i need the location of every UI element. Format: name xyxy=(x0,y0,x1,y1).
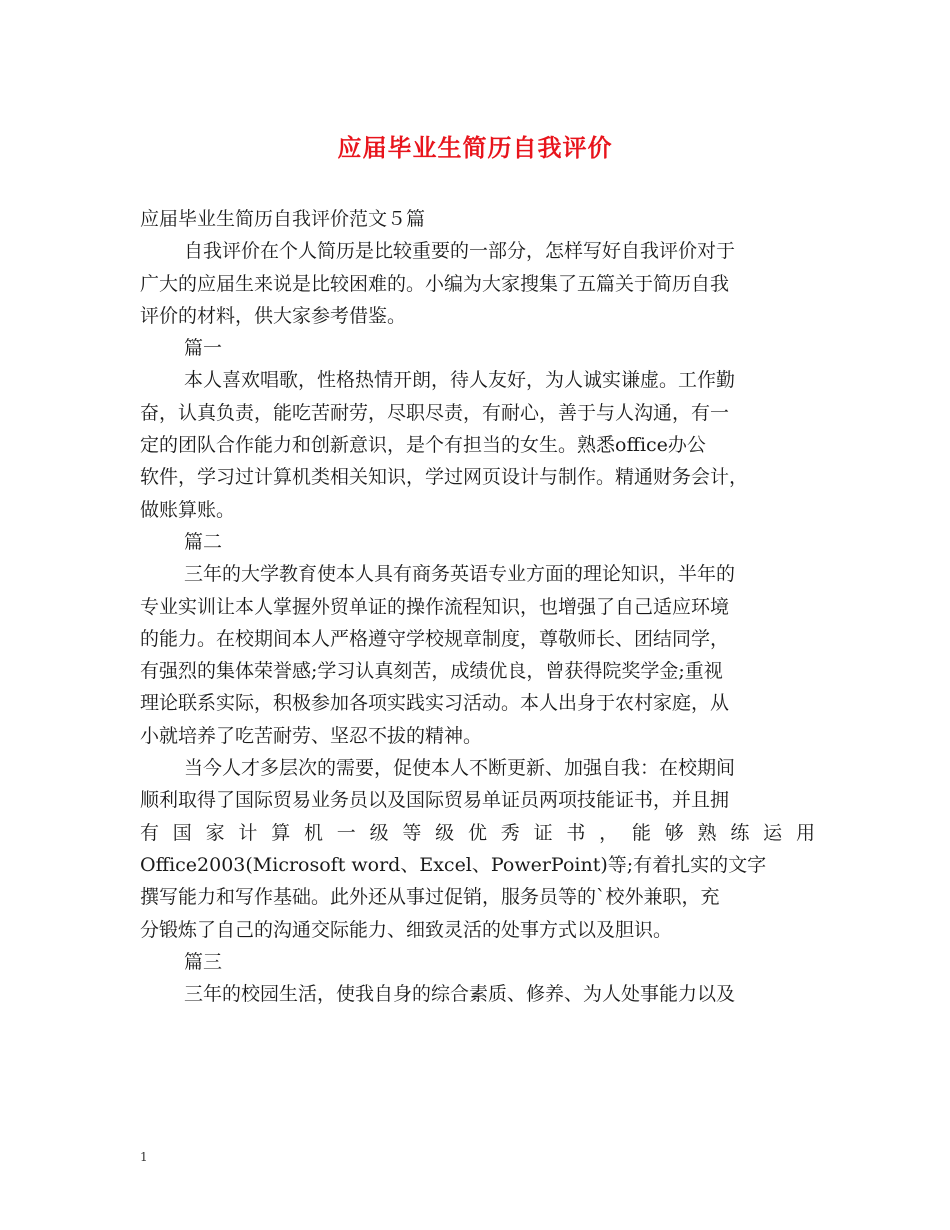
section-heading-2: 篇二 xyxy=(184,530,223,553)
spread-char: 够 xyxy=(664,821,684,844)
section2-paragraph2-line: Office2003(Microsoft word、Excel、PowerPoint)等;有着扎实的文字 xyxy=(140,853,767,876)
section1-line: 本人喜欢唱歌，性格热情开朗，待人友好，为人诚实谦虚。工作勤 xyxy=(184,369,736,392)
spread-char: 家 xyxy=(205,821,225,844)
spread-char: 证 xyxy=(533,821,553,844)
intro-line: 评价的材料，供大家参考借鉴。 xyxy=(140,304,407,327)
document-body xyxy=(140,203,815,1010)
spread-char: 熟 xyxy=(697,821,717,844)
document-title: 应届毕业生简历自我评价 xyxy=(337,133,613,162)
spread-char: 优 xyxy=(467,821,487,844)
spread-char: 算 xyxy=(271,821,291,844)
section2-line: 小就培养了吃苦耐劳、坚忍不拔的精神。 xyxy=(140,724,483,747)
section1-line: 定的团队合作能力和创新意识，是个有担当的女生。熟悉office办公 xyxy=(140,434,706,457)
section2-paragraph2-line: 顺利取得了国际贸易业务员以及国际贸易单证员两项技能证书，并且拥 xyxy=(140,789,730,812)
section2-line: 有强烈的集体荣誉感;学习认真刻苦，成绩优良，曾获得院奖学金;重视 xyxy=(140,660,723,683)
spread-char: 能 xyxy=(631,821,651,844)
section3-line: 三年的校园生活，使我自身的综合素质、修养、为人处事能力以及 xyxy=(184,983,736,1006)
spread-char: 运 xyxy=(763,821,783,844)
spread-char: 级 xyxy=(435,821,455,844)
section2-paragraph2-line: 分锻炼了自己的沟通交际能力、细致灵活的处事方式以及胆识。 xyxy=(140,918,673,941)
section-heading-1: 篇一 xyxy=(184,337,223,360)
spread-char: 等 xyxy=(402,821,422,844)
section2-line: 的能力。在校期间本人严格遵守学校规章制度，尊敬师长、团结同学， xyxy=(140,627,730,650)
spread-char: 机 xyxy=(303,821,323,844)
spread-char: 一 xyxy=(336,821,356,844)
section2-line: 专业实训让本人掌握外贸单证的操作流程知识，也增强了自己适应环境 xyxy=(140,595,730,618)
spread-char: ， xyxy=(599,821,619,844)
section1-line: 做账算账。 xyxy=(140,498,236,521)
spread-char: 级 xyxy=(369,821,389,844)
section2-paragraph2-line: 当今人才多层次的需要，促使本人不断更新、加强自我：在校期间 xyxy=(184,757,736,780)
section1-line: 软件，学习过计算机类相关知识，学过网页设计与制作。精通财务会计， xyxy=(140,466,749,489)
section2-line: 三年的大学教育使本人具有商务英语专业方面的理论知识，半年的 xyxy=(184,563,736,586)
section2-line: 理论联系实际，积极参加各项实践实习活动。本人出身于农村家庭，从 xyxy=(140,692,730,715)
spread-char: 计 xyxy=(238,821,258,844)
spread-char: 书 xyxy=(566,821,586,844)
page-number: 1 xyxy=(140,1150,148,1164)
section1-line: 奋，认真负责，能吃苦耐劳，尽职尽责，有耐心，善于与人沟通，有一 xyxy=(140,401,730,424)
spread-char: 练 xyxy=(730,821,750,844)
intro-line: 广大的应届生来说是比较困难的。小编为大家搜集了五篇关于简历自我 xyxy=(140,272,730,295)
spread-char: 国 xyxy=(172,821,192,844)
spread-char: 有 xyxy=(140,821,160,844)
section2-spread-line xyxy=(140,817,815,849)
document-subtitle: 应届毕业生简历自我评价范文５篇 xyxy=(140,208,426,230)
section2-paragraph2-line: 撰写能力和写作基础。此外还从事过促销，服务员等的`校外兼职，充 xyxy=(140,886,720,909)
spread-char: 用 xyxy=(795,821,815,844)
spread-char: 秀 xyxy=(500,821,520,844)
intro-line: 自我评价在个人简历是比较重要的一部分，怎样写好自我评价对于 xyxy=(184,240,736,263)
section-heading-3: 篇三 xyxy=(184,950,223,973)
